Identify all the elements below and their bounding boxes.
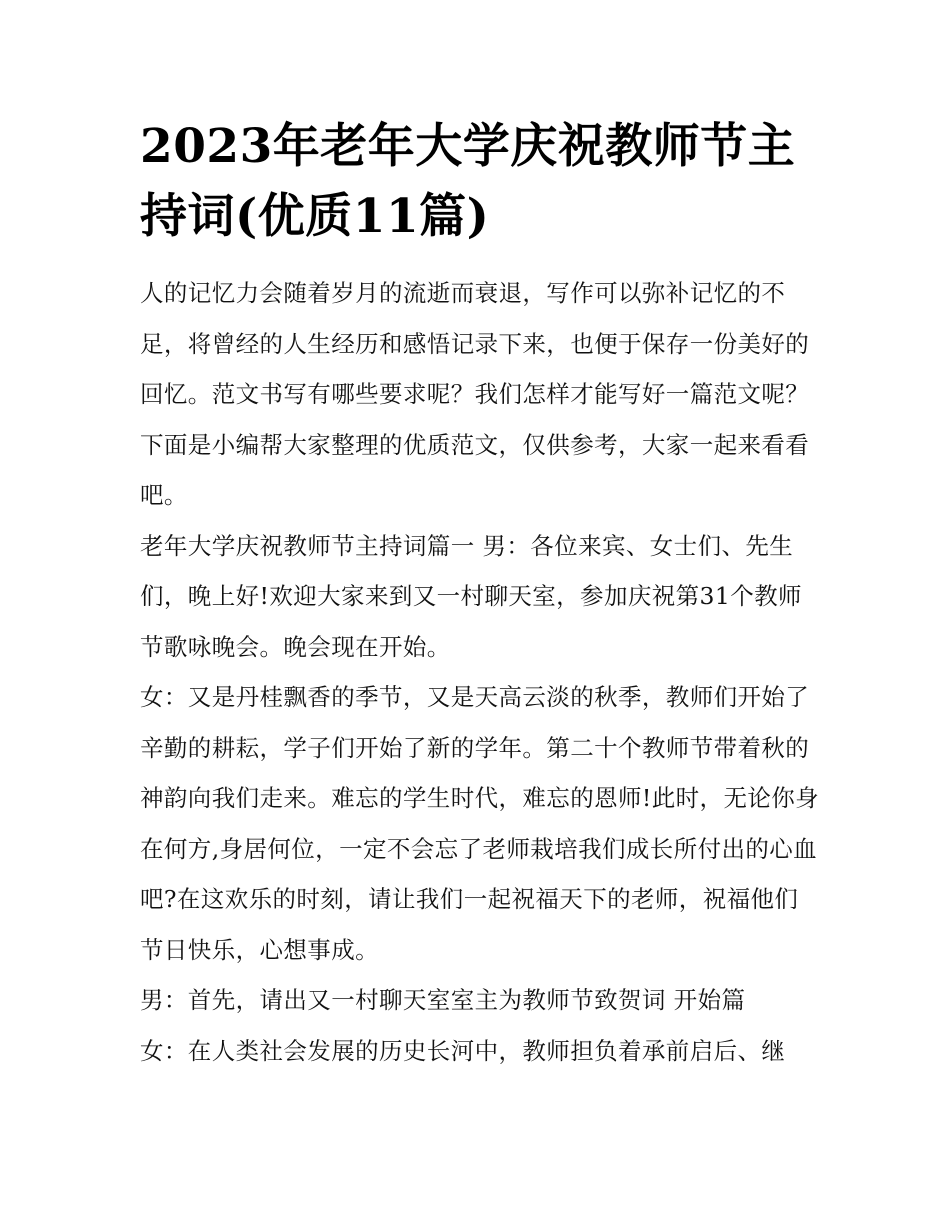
document-title: 2023年老年大学庆祝教师节主持词(优质11篇) bbox=[140, 119, 796, 244]
paragraph-3: 男：首先，请出又一村聊天室室主为教师节致贺词 开始篇 bbox=[140, 986, 746, 1014]
paragraph-1: 老年大学庆祝教师节主持词篇一 男：各位来宾、女士们、先生们，晚上好!欢迎大家来到又一村聊天室，参加庆祝第31个教师节歌咏晚会。晚会现在开始。 bbox=[140, 531, 802, 661]
paragraph-4: 女：在人类社会发展的历史长河中，教师担负着承前启后、继 bbox=[140, 1036, 786, 1065]
paragraph-2: 女：又是丹桂飘香的季节，又是天高云淡的秋季，教师们开始了辛勤的耕耘，学子们开始了新的学年。第二十个教师节带着秋的神韵向我们走来。难忘的学生时代，难忘的恩师!此时，无论你身在何方,身居何位，一定不会忘了老师栽培我们成长所付出的心血吧?在这欢乐的时刻，请让我们一起祝福天下的老师，祝福他们节日快乐，心想事成。 bbox=[140, 683, 820, 964]
document-content bbox=[140, 112, 820, 1076]
paragraph-intro: 人的记忆力会随着岁月的流逝而衰退，写作可以弥补记忆的不足，将曾经的人生经历和感悟记录下来，也便于保存一份美好的回忆。范文书写有哪些要求呢？我们怎样才能写好一篇范文呢？下面是小编帮大家整理的优质范文，仅供参考，大家一起来看看吧。 bbox=[140, 279, 810, 509]
